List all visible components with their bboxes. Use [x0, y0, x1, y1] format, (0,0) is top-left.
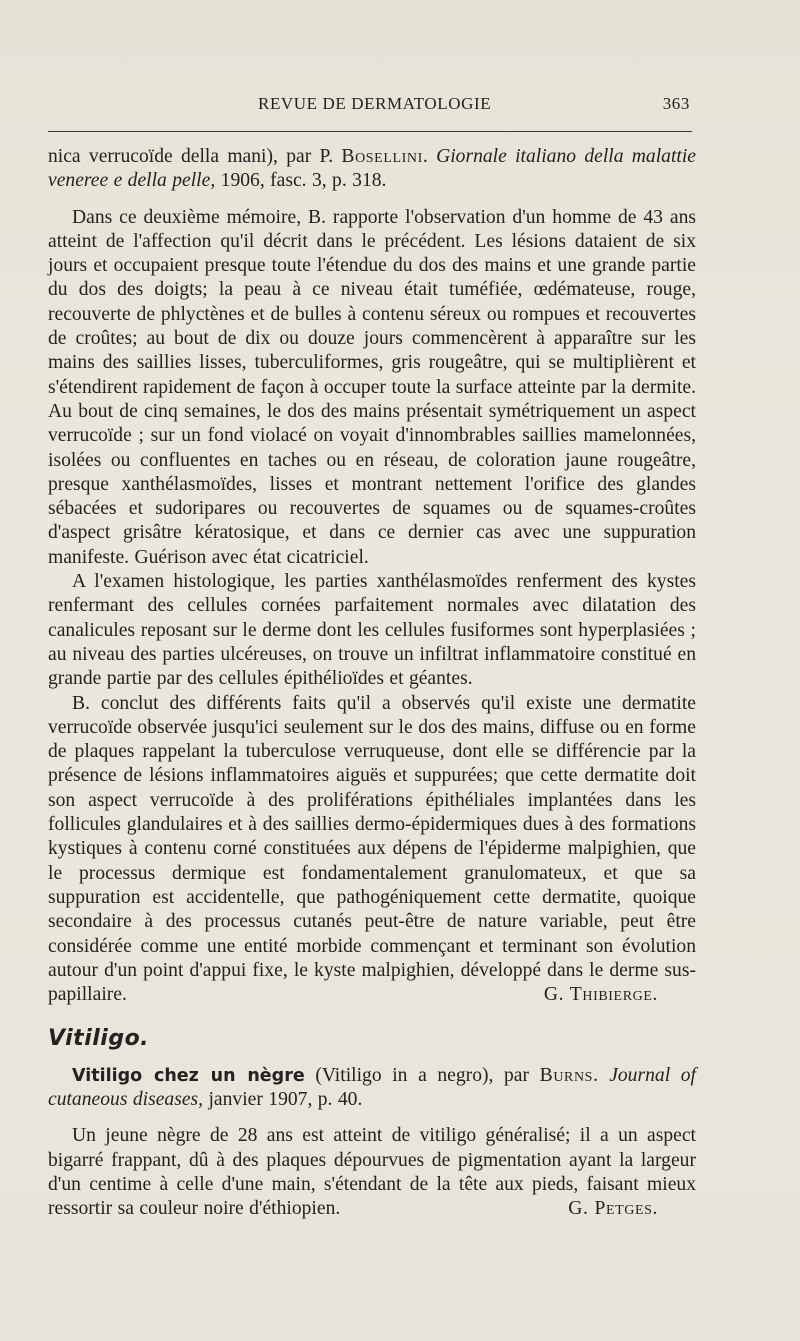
article2-reference [48, 1064, 696, 1113]
running-title: REVUE DE DERMATOLOGIE [258, 94, 492, 113]
header-rule [48, 131, 692, 132]
page-number: 363 [662, 94, 690, 113]
body-text [48, 145, 696, 1221]
article2-ref-mid: (Vitiligo in a negro), par [315, 1064, 530, 1086]
article1-author: Bosellini [341, 146, 423, 167]
article1-journal: Giornale italiano della malattie veneree e della pelle, [48, 146, 697, 192]
article1-paragraph-2: A l'examen histologique, les parties xanthélasmoïdes renferment des kystes renfermant des cellules cornées parfaitement normales avec dilatation des canalicules reposant sur le derme dont les cellules fusiformes sont hyperplasiées ; au niveau des parties ulcéreuses, on trouve un infiltrat inflammatoire constitué en grande partie par des cellules épithélioïdes et géantes. [48, 571, 696, 690]
article2-signature: G. Petges. [568, 1198, 658, 1220]
article2-journal: Journal of cutaneous diseases, [48, 1064, 696, 1110]
section-title: Vitiligo. [48, 1026, 150, 1052]
article1-ref-tail: 1906, fasc. 3, p. 318. [220, 170, 387, 192]
article1-signature: G. Thibierge. [543, 984, 658, 1006]
article1-reference: nica verrucoïde della mani), par P. Bosellini. Giornale italiano della malattie veneree e della pelle, 1906, fasc. 3, p. 318. [48, 146, 697, 192]
article2-paragraph-text: Un jeune nègre de 28 ans est atteint de vitiligo généralisé; il a un aspect bigarré frappant, dû à des plaques dépourvues de pigmentation ayant la largeur d'un centime à celle d'une main, s'étendant de la tête aux pieds, faisant mieux ressortir sa couleur noire d'éthiopien. [48, 1125, 696, 1220]
running-header [48, 94, 692, 124]
article2-ref-tail: janvier 1907, p. 40. [208, 1088, 363, 1110]
article1-paragraph-1: Dans ce deuxième mémoire, B. rapporte l'observation d'un homme de 43 ans atteint de l'affection qu'il décrit dans le précédent. Les lésions dataient de six jours et occupaient presque toute l'étendue du dos des mains et une grande partie du dos des doigts; la peau à ce niveau était tuméfiée, œdémateuse, rouge, recouverte de phlyctènes et de bulles à contenu séreux ou rompues et recouvertes de croûtes; au bout de dix ou douze jours commencèrent à apparaître sur les mains des saillies lisses, tuberculiformes, gris rougeâtre, qui se multiplièrent et s'étendirent rapidement de façon à occuper toute la surface atteinte par la dermite. Au bout de cinq semaines, le dos des mains présentait symétriquement un aspect verrucoïde ; sur un fond violacé on voyait d'innombrables saillies mamelonnées, isolées ou confluentes en taches ou en réseau, de coloration jaune rougeâtre, presque xanthélasmoïdes, lisses et montrant nettement l'orifice des glandes sébacées et sudoripares ou recouvertes de squames ou de squames-croûtes d'aspect grisâtre kératosique, et dans ce dernier cas avec une suppuration manifeste. Guérison avec état cicatriciel. [48, 206, 696, 568]
article1-paragraph-3 [48, 692, 696, 1008]
article2-author: Burns. [539, 1064, 599, 1086]
article2-title: Vitiligo chez un nègre [72, 1065, 305, 1086]
article2-paragraph [48, 1124, 696, 1221]
article1-ref-line: nica verrucoïde della mani), par P. [48, 146, 334, 167]
article1-paragraph-3-text: B. conclut des différents faits qu'il a observés qu'il existe une dermatite verrucoïde observée jusqu'ici seulement sur le dos des mains, diffuse ou en forme de plaques rappelant la tuberculose verruqueuse, dont elle se différencie par la présence de lésions inflammatoires aiguës et suppurées; que cette dermatite doit son aspect verrucoïde à des proliférations épithéliales implantées dans les follicules glandulaires et à des saillies dermo-épidermiques dues à des formations kystiques à contenu corné constituées aux dépens de l'épiderme malpighien, que le processus dermique est fondamentalement granulomateux, et que sa suppuration est accidentelle, que pathogéniquement cette dermatite, quoique secondaire à des processus cutanés peut-être de nature variable, peut être considérée comme une entité morbide commençant et terminant son évolution autour d'un point d'appui fixe, le kyste malpighien, développé dans le derme sus-papillaire. [48, 692, 696, 1006]
